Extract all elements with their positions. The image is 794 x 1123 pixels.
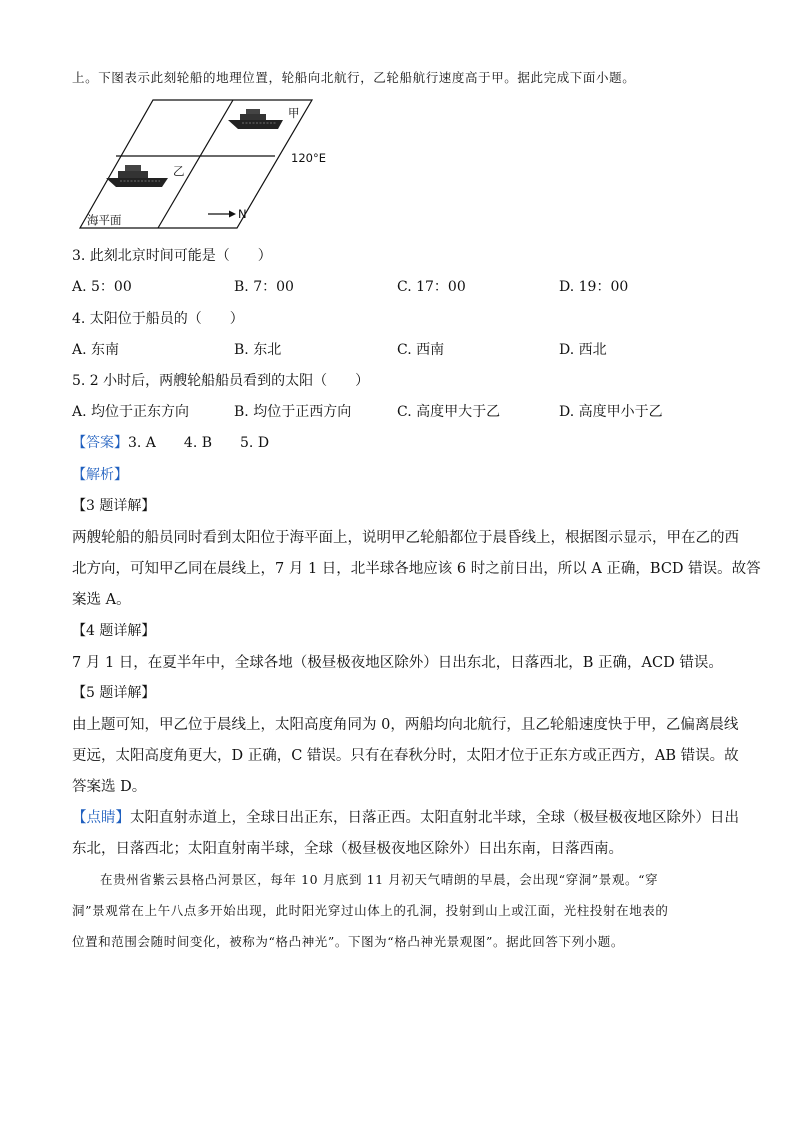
q3-option-a: A. 5：00	[72, 279, 132, 295]
dianjing-text: 太阳直射赤道上，全球日出正东，日落正西。太阳直射北半球，全球（极昼极夜地区除外）日出	[130, 810, 739, 826]
answer-line	[72, 432, 269, 452]
ship-yi-icon	[106, 165, 168, 187]
detail-5-line: 更远，太阳高度角更大，D 正确，C 错误。只有在春秋分时，太阳才位于正东方或正西方，AB 错误。故	[72, 748, 739, 764]
detail-3-line: 两艘轮船的船员同时看到太阳位于海平面上，说明甲乙轮船都位于晨昏线上，根据图示显示，甲在乙的西	[72, 530, 739, 546]
q4-option-a: A. 东南	[72, 342, 120, 358]
question-5-stem: 5. 2 小时后，两艘轮船船员看到的太阳（ ）	[72, 373, 370, 389]
dianjing-line-2: 东北，日落西北；太阳直射南半球，全球（极昼极夜地区除外）日出东南，日落西南。	[72, 841, 623, 857]
detail-5-line: 答案选 D。	[72, 779, 147, 795]
detail-5-tag: 【5 题详解】	[72, 685, 156, 701]
passage-line: 在贵州省紫云县格凸河景区，每年 10 月底到 11 月初天气晴朗的早晨，会出现“穿洞”景观。“穿	[100, 872, 659, 887]
north-arrow-icon	[208, 211, 236, 218]
q5-option-b: B. 均位于正西方向	[234, 404, 352, 420]
q4-option-c: C. 西南	[397, 342, 445, 358]
detail-3-line: 案选 A。	[72, 592, 131, 608]
passage-line: 洞”景观常在上午八点多开始出现，此时阳光穿过山体上的孔洞，投射到山上或江面，光柱投射在地表的	[72, 903, 669, 918]
question-4-stem: 4. 太阳位于船员的（ ）	[72, 311, 244, 327]
analysis-tag: 【解析】	[72, 467, 128, 483]
label-longitude: 120°E	[291, 151, 326, 165]
detail-3-tag: 【3 题详解】	[72, 498, 156, 514]
answer-tag: 【答案】	[72, 435, 128, 451]
q3-option-d: D. 19：00	[559, 279, 629, 295]
dianjing-tag: 【点睛】	[72, 810, 130, 826]
passage-line: 位置和范围会随时间变化，被称为“格凸神光”。下图为“格凸神光景观图”。据此回答下列小题。	[72, 934, 624, 949]
q5-option-c: C. 高度甲大于乙	[397, 404, 501, 420]
q3-option-c: C. 17：00	[397, 279, 466, 295]
q5-option-a: A. 均位于正东方向	[72, 404, 190, 420]
label-sea-level: 海平面	[87, 213, 122, 227]
detail-5-line: 由上题可知，甲乙位于晨线上，太阳高度角同为 0，两船均向北航行，且乙轮船速度快于甲，乙偏离晨线	[72, 717, 739, 733]
detail-4-tag: 【4 题详解】	[72, 623, 156, 639]
q4-option-d: D. 西北	[559, 342, 607, 358]
q4-option-b: B. 东北	[234, 342, 282, 358]
q5-option-d: D. 高度甲小于乙	[559, 404, 663, 420]
label-yi: 乙	[173, 164, 185, 178]
detail-3-line: 北方向，可知甲乙同在晨线上，7 月 1 日，北半球各地应该 6 时之前日出，所以 A 正确，BCD 错误。故答	[72, 561, 761, 577]
question-3-stem: 3. 此刻北京时间可能是（ ）	[72, 248, 272, 264]
label-north: N	[238, 207, 247, 221]
detail-4-line: 7 月 1 日，在夏半年中，全球各地（极昼极夜地区除外）日出东北，日落西北，B 正确，ACD 错误。	[72, 655, 723, 671]
intro-line: 上。下图表示此刻轮船的地理位置，轮船向北航行，乙轮船航行速度高于甲。据此完成下面小题。	[72, 70, 636, 85]
answer-text: 3. A 4. B 5. D	[128, 435, 270, 451]
q3-option-b: B. 7：00	[234, 279, 294, 295]
ship-position-figure	[78, 98, 338, 233]
ship-jia-icon	[228, 109, 283, 129]
dianjing-line-1	[72, 806, 739, 827]
label-jia: 甲	[288, 106, 300, 120]
